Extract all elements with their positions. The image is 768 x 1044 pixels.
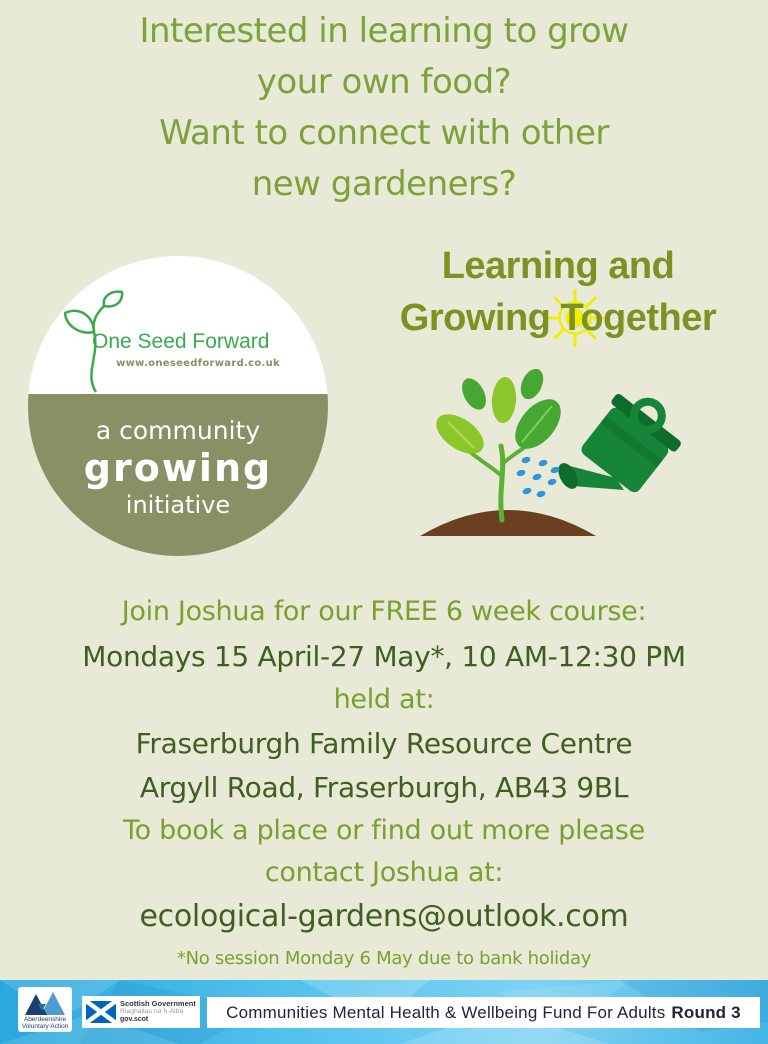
water-drops xyxy=(516,456,560,498)
detail-line: Join Joshua for our FREE 6 week course: xyxy=(121,596,647,627)
logo-tagline-line: a community xyxy=(95,416,261,445)
detail-line-venue: Fraserburgh Family Resource Centre xyxy=(135,727,633,760)
ava-label-line: Voluntary Action xyxy=(21,1023,69,1030)
aberdeenshire-voluntary-action-logo xyxy=(18,987,72,1032)
logo-tagline-line: growing xyxy=(83,446,273,490)
headline-line: your own food? xyxy=(256,62,512,102)
detail-line: held at: xyxy=(333,684,435,715)
logo-top-half xyxy=(28,256,328,394)
watering-can-icon xyxy=(554,381,691,498)
footer-band xyxy=(0,980,768,1044)
fund-round-badge: Round 3 xyxy=(671,1002,741,1022)
detail-line: To book a place or find out more please xyxy=(123,815,645,846)
saltire-flag-icon xyxy=(86,1001,116,1023)
logo-org-name: One Seed Forward xyxy=(92,330,270,353)
headline-line: Want to connect with other xyxy=(159,113,609,153)
fund-strapline xyxy=(207,997,760,1028)
one-seed-forward-logo xyxy=(28,256,328,556)
mountains-icon xyxy=(22,989,68,1015)
scotgov-label-line: gov.scot xyxy=(120,1016,149,1024)
scotgov-label-line: Riaghaltas na h-Alba xyxy=(120,1008,184,1016)
seedling-and-watering-can-illustration xyxy=(400,360,720,574)
logo-website: www.oneseedforward.co.uk xyxy=(116,358,280,369)
headline-line: Interested in learning to grow xyxy=(139,11,629,51)
fund-text: Communities Mental Health & Wellbeing Fund For Adults xyxy=(226,1002,666,1022)
contact-email: ecological-gardens@outlook.com xyxy=(139,899,629,934)
program-title-line: Learning and xyxy=(441,245,675,287)
detail-line: contact Joshua at: xyxy=(264,857,504,888)
ava-label-line: Aberdeenshire xyxy=(23,1015,67,1023)
logo-tagline-line: initiative xyxy=(125,491,231,519)
headline xyxy=(0,6,768,210)
footnote: *No session Monday 6 May due to bank holiday xyxy=(176,948,592,969)
scottish-government-logo xyxy=(82,996,200,1028)
logo-bottom-half xyxy=(28,394,328,556)
soil-mound xyxy=(420,510,596,536)
headline-line: new gardeners? xyxy=(251,164,517,204)
program-title-line: Growing Together xyxy=(399,297,717,339)
detail-line-address: Argyll Road, Fraserburgh, AB43 9BL xyxy=(139,771,629,804)
course-details xyxy=(0,590,768,977)
scotgov-label-line: Scottish Government xyxy=(120,999,196,1009)
detail-line-schedule: Mondays 15 April-27 May*, 10 AM-12:30 PM xyxy=(82,640,686,673)
program-title xyxy=(358,240,758,344)
